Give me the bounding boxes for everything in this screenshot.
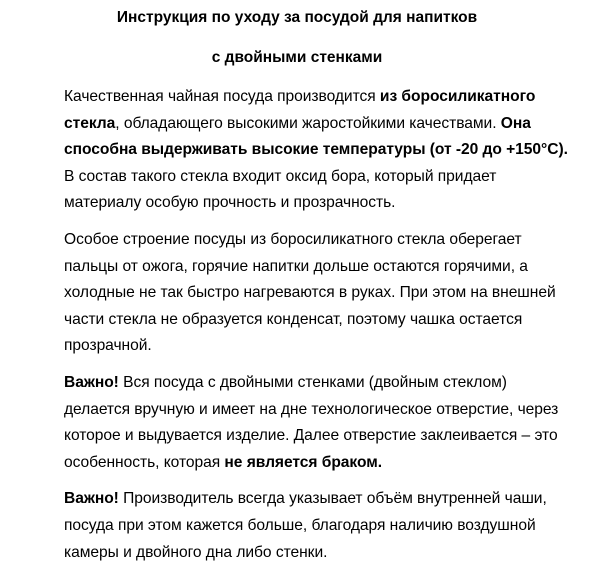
important-label: Важно! [64, 490, 119, 508]
paragraph-important-handmade [64, 370, 572, 476]
bold-text: не является браком. [224, 453, 382, 471]
bold-text: Она способна выдерживать высокие температуры (от -20 до +150°C). [64, 114, 568, 159]
paragraph-text: Качественная чайная посуда производится [64, 88, 380, 105]
paragraph-borosilicate [64, 84, 572, 217]
paragraph-text: Особое строение посуды из боросиликатного стекла оберегает пальцы от ожога, горячие напитки дольше остаются горячими, а холодные не так быстро нагреваются в руках. При этом на внешней части стекла не образуется конденсат, поэтому чашка остается прозрачной. [64, 230, 556, 355]
document-title-line2: с двойными стенками [211, 49, 383, 66]
paragraph-text: Вся посуда с двойными стенками (двойным стеклом) делается вручную и имеет на дне технологическое отверстие, через которое и выдувается изделие. Далее отверстие заклеивается – это особенность, которая [64, 373, 559, 471]
bold-text: из боросиликатного стекла [64, 88, 536, 132]
paragraph-text: Производитель всегда указывает объём внутренней чаши, посуда при этом кажется больше, благодаря наличию воздушной камеры и двойного дна либо стенки. [64, 490, 547, 561]
paragraph-important-volume [64, 486, 572, 566]
paragraph-structure [64, 227, 572, 360]
document-title-line1: Инструкция по уходу за посудой для напитков [116, 9, 478, 26]
important-label: Важно! [64, 373, 119, 391]
paragraph-text: , обладающего высокими жаростойкими качествами. [115, 114, 501, 132]
paragraph-text: В состав такого стекла входит оксид бора, который придает материалу особую прочность и прозрачность. [64, 167, 497, 212]
